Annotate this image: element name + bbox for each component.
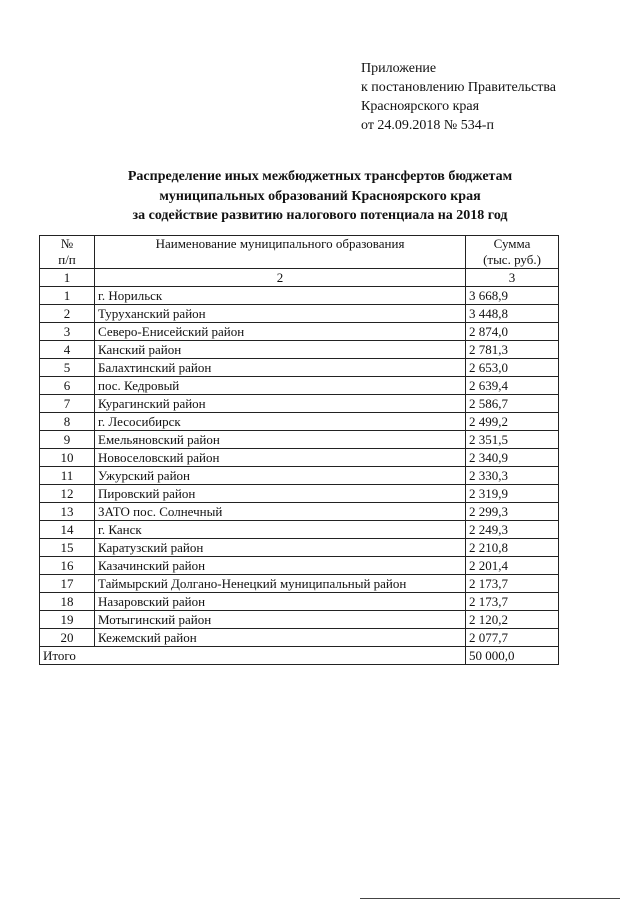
row-sum: 2 173,7 xyxy=(466,593,559,611)
total-label: Итого xyxy=(40,647,466,665)
table-row xyxy=(40,611,559,629)
row-number: 10 xyxy=(40,449,95,467)
row-sum: 2 340,9 xyxy=(466,449,559,467)
row-sum: 2 874,0 xyxy=(466,323,559,341)
row-name: Новоселовский район xyxy=(95,449,466,467)
table-row xyxy=(40,323,559,341)
title-line: муниципальных образований Красноярского края xyxy=(159,188,481,204)
row-number: 7 xyxy=(40,395,95,413)
row-name: Балахтинский район xyxy=(95,359,466,377)
row-name: г. Канск xyxy=(95,521,466,539)
row-sum: 2 299,3 xyxy=(466,503,559,521)
row-number: 20 xyxy=(40,629,95,647)
row-number: 4 xyxy=(40,341,95,359)
row-number: 16 xyxy=(40,557,95,575)
column-index-row xyxy=(40,269,559,287)
row-sum: 3 668,9 xyxy=(466,287,559,305)
row-sum: 2 173,7 xyxy=(466,575,559,593)
table-row xyxy=(40,287,559,305)
row-name: Кежемский район xyxy=(95,629,466,647)
row-name: Пировский район xyxy=(95,485,466,503)
table-row xyxy=(40,575,559,593)
header-number: № п/п xyxy=(40,236,95,269)
row-number: 11 xyxy=(40,467,95,485)
table-row xyxy=(40,431,559,449)
header-name: Наименование муниципального образования xyxy=(95,236,466,269)
row-name: Каратузский район xyxy=(95,539,466,557)
row-number: 3 xyxy=(40,323,95,341)
table-row xyxy=(40,593,559,611)
row-sum: 2 201,4 xyxy=(466,557,559,575)
title-line: за содействие развитию налогового потенциала на 2018 год xyxy=(132,208,508,223)
row-number: 1 xyxy=(40,287,95,305)
table-row xyxy=(40,395,559,413)
row-number: 6 xyxy=(40,377,95,395)
title-line: Распределение иных межбюджетных трансфертов бюджетам xyxy=(127,169,513,184)
table-row xyxy=(40,359,559,377)
table-row xyxy=(40,503,559,521)
table-row xyxy=(40,413,559,431)
table-header-row xyxy=(40,236,559,269)
appendix-line: Красноярского края xyxy=(361,99,480,114)
table-row xyxy=(40,557,559,575)
row-sum: 2 120,2 xyxy=(466,611,559,629)
table-row xyxy=(40,467,559,485)
row-name: Туруханский район xyxy=(95,305,466,323)
transfers-table xyxy=(39,235,559,665)
row-number: 18 xyxy=(40,593,95,611)
document-title xyxy=(60,167,580,226)
table-row xyxy=(40,341,559,359)
row-name: Казачинский район xyxy=(95,557,466,575)
table-body xyxy=(40,287,559,647)
row-name: пос. Кедровый xyxy=(95,377,466,395)
row-sum: 2 077,7 xyxy=(466,629,559,647)
appendix-line: Приложение xyxy=(361,61,437,76)
row-name: Емельяновский район xyxy=(95,431,466,449)
row-sum: 2 639,4 xyxy=(466,377,559,395)
appendix-block xyxy=(361,59,556,135)
row-sum: 2 586,7 xyxy=(466,395,559,413)
row-name: г. Норильск xyxy=(95,287,466,305)
row-name: Канский район xyxy=(95,341,466,359)
row-sum: 3 448,8 xyxy=(466,305,559,323)
table-row xyxy=(40,521,559,539)
table-row xyxy=(40,485,559,503)
header-sum: Сумма (тыс. руб.) xyxy=(466,236,559,269)
row-sum: 2 351,5 xyxy=(466,431,559,449)
appendix-line: к постановлению Правительства xyxy=(361,80,557,95)
table-row xyxy=(40,629,559,647)
row-number: 13 xyxy=(40,503,95,521)
row-name: Мотыгинский район xyxy=(95,611,466,629)
row-name: Курагинский район xyxy=(95,395,466,413)
row-name: Таймырский Долгано-Ненецкий муниципальный район xyxy=(95,575,466,593)
row-sum: 2 653,0 xyxy=(466,359,559,377)
row-name: г. Лесосибирск xyxy=(95,413,466,431)
row-number: 9 xyxy=(40,431,95,449)
column-index: 3 xyxy=(466,269,559,287)
column-index: 2 xyxy=(95,269,466,287)
row-number: 15 xyxy=(40,539,95,557)
table-row xyxy=(40,449,559,467)
row-sum: 2 330,3 xyxy=(466,467,559,485)
table-row xyxy=(40,539,559,557)
row-number: 2 xyxy=(40,305,95,323)
appendix-line: от 24.09.2018 № 534-п xyxy=(361,118,494,133)
bottom-divider xyxy=(360,898,620,899)
table-row xyxy=(40,305,559,323)
row-number: 14 xyxy=(40,521,95,539)
row-number: 8 xyxy=(40,413,95,431)
row-sum: 2 249,3 xyxy=(466,521,559,539)
column-index: 1 xyxy=(40,269,95,287)
row-sum: 2 499,2 xyxy=(466,413,559,431)
row-name: Северо-Енисейский район xyxy=(95,323,466,341)
row-number: 17 xyxy=(40,575,95,593)
table-row xyxy=(40,377,559,395)
row-sum: 2 210,8 xyxy=(466,539,559,557)
row-number: 12 xyxy=(40,485,95,503)
row-number: 19 xyxy=(40,611,95,629)
row-name: Ужурский район xyxy=(95,467,466,485)
row-sum: 2 319,9 xyxy=(466,485,559,503)
row-name: Назаровский район xyxy=(95,593,466,611)
row-sum: 2 781,3 xyxy=(466,341,559,359)
total-row xyxy=(40,647,559,665)
row-number: 5 xyxy=(40,359,95,377)
total-sum: 50 000,0 xyxy=(466,647,559,665)
row-name: ЗАТО пос. Солнечный xyxy=(95,503,466,521)
